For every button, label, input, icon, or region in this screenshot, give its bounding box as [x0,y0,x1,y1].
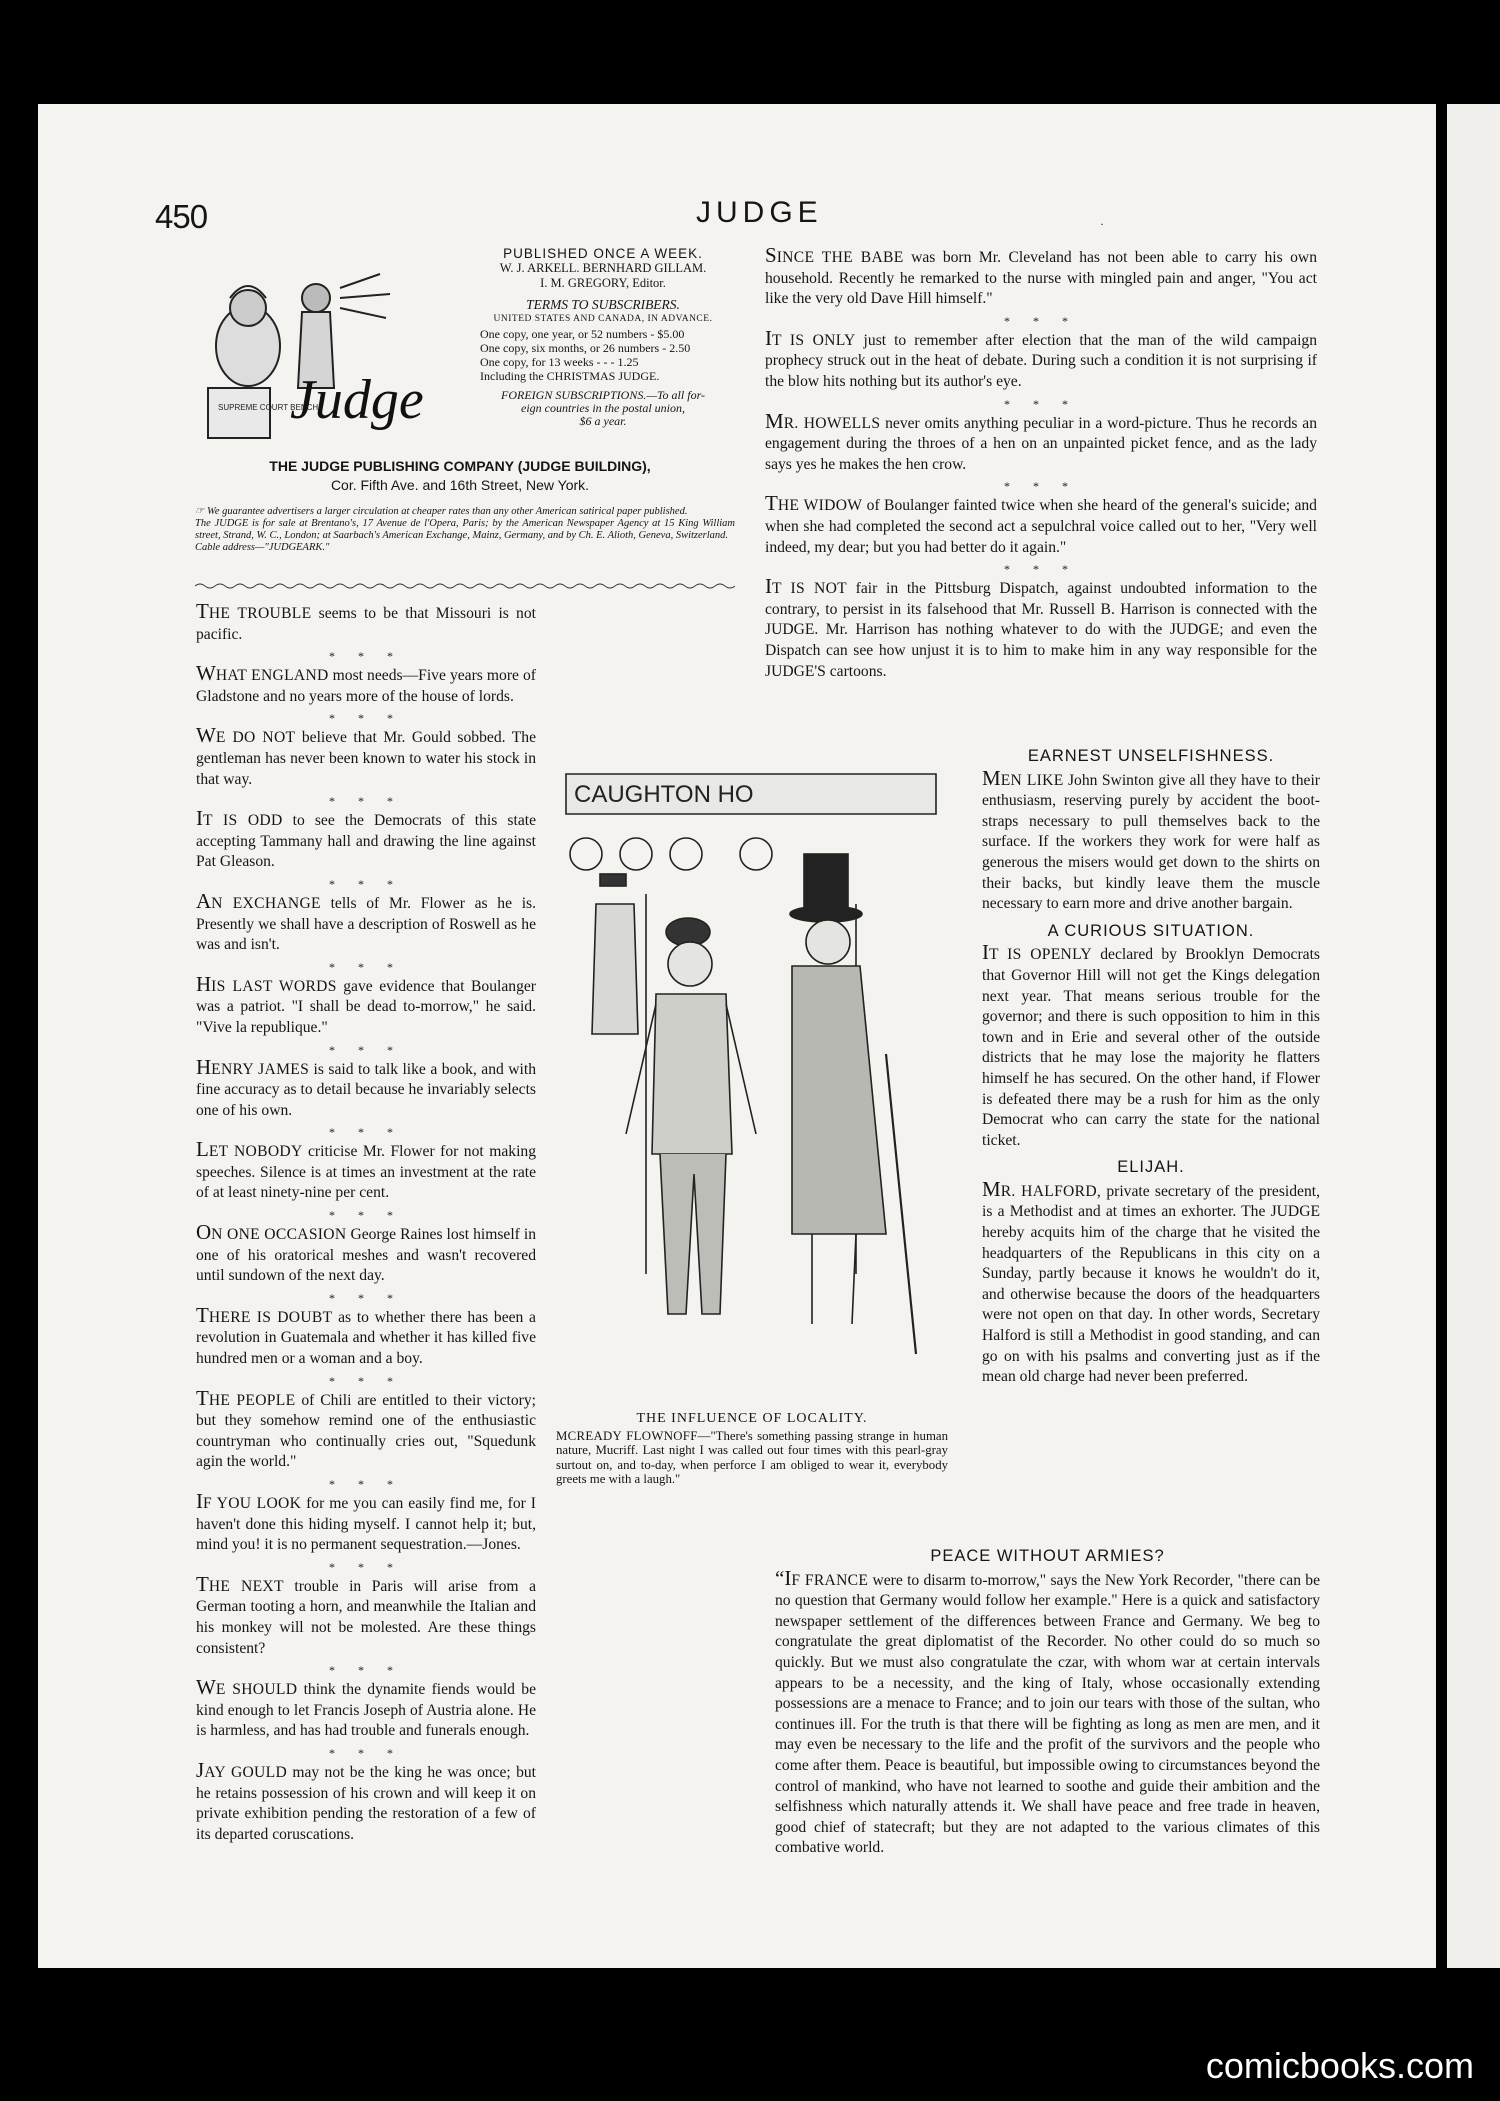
section-separator: * * * [329,711,403,726]
publisher-block [185,457,735,495]
article-paragraph [765,325,1317,393]
article-paragraph [196,1675,536,1742]
section-separator: * * * [329,959,403,974]
paragraph-text: just to remember after election that the man of the wild campaign prophecy struck out in the heat of debate. During such a condition it is not surprising if the blow hits nothing but its author's eye. [765,331,1317,390]
article-paragraph [765,574,1317,682]
paragraph-text: criticise Mr. Flower for not making speeches. Silence is at times an investment at the rate of at least ninety-nine per cent. [196,1143,537,1202]
drop-cap: T [196,1302,209,1327]
paragraph-text: George Raines lost himself in one of his oratorical meshes and wasn't recovered until sundown of the next day. [196,1226,536,1285]
paragraph-text: think the dynamite fiends would be kind enough to let Francis Joseph of Austria alone. He is harmless, and has had trouble and funerals enough. [196,1681,536,1740]
lead-words: AY GOULD [204,1763,288,1781]
section-heading: EARNEST UNSELFISHNESS. [1027,747,1275,765]
article-paragraph [196,888,537,956]
drop-cap: I [765,325,772,350]
drop-cap: I [196,1489,203,1513]
lead-words: ET NOBODY [208,1143,303,1161]
drop-cap: W [196,1675,216,1700]
drop-cap: M [982,765,1001,790]
lead-words: F YOU LOOK [203,1495,302,1512]
section-separator: * * * [329,1125,403,1140]
drop-cap: S [765,243,777,267]
watermark: comicbooks.com [1205,2045,1474,2086]
article-paragraph [196,723,536,790]
article-paragraph [196,1137,537,1204]
paragraph-text: trouble in Paris will arise from a German tooting a horn, and meanwhile the Italian and his monkey will not be molested. Are these things consistent? [196,1577,536,1657]
drop-cap: M [982,1176,1001,1201]
illustration-influence-of-locality [556,754,948,1408]
article-paragraph [196,1757,536,1845]
page-number: 450 [155,198,208,235]
section-separator: * * * [1004,479,1078,494]
article-paragraph [196,1571,536,1659]
section-separator: * * * [329,1663,403,1678]
lead-words: R. HOWELLS [783,414,881,432]
drop-cap: I [196,806,203,831]
guarantee-notice [195,506,735,554]
guarantee-line: ☞ We guarantee advertisers a larger circulation at cheaper rates than any other American satirical paper published. [195,506,688,517]
lead-words: T IS OPENLY [989,946,1092,964]
lead-words: E SHOULD [215,1681,298,1699]
article-paragraph [196,661,536,707]
drop-cap: M [765,408,784,433]
paragraph-text: as to whether there has been a revolution in Guatemala and whether it has killed five hundred men or a woman and a boy. [196,1308,536,1368]
paragraph-text: seems to be that Missouri is not pacific. [196,605,536,643]
lead-words: F FRANCE [791,1571,869,1589]
article-paragraph [196,1054,536,1122]
paragraph-text: may not be the king he was once; but he retains possession of his crown and will keep it on private exhibition pending the restoration of a few of its departed coruscations. [196,1763,536,1843]
lead-words: R. HALFORD, [1000,1182,1102,1200]
published-line: PUBLISHED ONCE A WEEK. [503,246,703,261]
drop-cap: W [196,661,216,686]
article-paragraph [982,940,1320,1151]
section-separator: * * * [329,1559,403,1574]
foreign-line: $6 a year. [579,414,627,428]
article-paragraph [765,243,1317,310]
article-paragraph [775,1565,1321,1859]
paragraph-text: is said to talk like a book, and with fine accuracy as to detail because he invariably selects one of his own. [196,1060,536,1119]
paragraph-text: were to disarm to-morrow," says the New York Recorder, "there can be no question that Germany would follow her example." Here is a quick and satisfactory newspaper settlement of the differences between France and Germany. We beg to congratulate the great diplomatist of the Recorder. No other could do so much so quickly. But we must also congratulate the czar, with whom war at certain intervals appears to be a necessity, and the king of Italy, whose occasionally extending possessions are a menace to France; and to join our tears with those of the sultan, who continues ill. For the truth is that there will be fighting as long as men are men, and it may even be necessary to the life and the profit of the survivors and the people who come after them. Peace is beautiful, but impossible owing to circumstances beyond the control of mankind, who have not learned to soothe and guide their ambition and the selfishness which naturally attends it. We shall have peace and free trade in heaven, good chief of statecraft; but they are not adapted to the various climates of this combative world. [775,1571,1321,1857]
paragraph-text: of Boulanger fainted twice when she heard of the general's suicide; and when she had completed the second act a sepulchral voice called out to her, "Very well indeed, my dear; but you had better do it again." [765,497,1317,556]
lead-words: T IS NOT [772,580,847,598]
caption-speaker: MCREADY FLOWNOFF [556,1428,698,1443]
lead-words: E DO NOT [215,729,296,747]
paragraph-text: gave evidence that Boulanger was a patriot. "I shall be dead to-morrow," he said. "Vive la republique." [196,977,536,1036]
right-top-column [765,243,1317,686]
logo-script: Judge [290,369,424,431]
article-paragraph [196,599,536,645]
lead-words: N EXCHANGE [211,894,321,912]
section-separator: * * * [329,1208,403,1223]
lead-words: HE WIDOW [777,497,863,515]
paragraph-text: never omits anything peculiar in a word-picture. Thus he records an engagement during the throes of a hen on an unpainted picket fence, and as the lady says yes he makes the hen crow. [765,414,1317,473]
terms-sub: UNITED STATES AND CANADA, IN ADVANCE. [493,314,713,324]
judge-logo [190,268,470,454]
cable-line: Cable address—"JUDGEARK." [195,542,330,553]
article-paragraph [196,806,536,873]
paragraph-text: declared by Brooklyn Democrats that Governor Hill will not get the Kings delegation next year. That means serious trouble for the governor; and there is such opposition to him in this town and in Erie and several other of the outside districts that he may lose the majority he flatters himself he has secured. On the other hand, if Flower is defeated there may be a rush for him as the only Democrat who can carry the state for the national ticket. [982,946,1320,1149]
rate-line: One copy, one year, or 52 numbers - $5.00 [480,327,685,341]
foreign-line: eign countries in the postal union, [521,401,685,415]
lead-words: HE PEOPLE [208,1391,296,1409]
lead-words: N ONE OCCASION [211,1226,347,1244]
printer-mark: · [1100,217,1104,231]
paragraph-text: believe that Mr. Gould sobbed. The gentleman has never been known to water his stock in that way. [196,729,536,788]
lead-words: HAT ENGLAND [215,667,329,685]
drop-cap: J [196,1757,205,1782]
drop-cap: T [196,599,209,623]
publication-info [472,246,734,428]
paragraph-text: for me you can easily find me, for I haven't done this hiding myself. I cannot help it; but, mind you! it is no permanent sequestration.—Jones. [196,1495,536,1554]
drop-cap: H [196,971,212,996]
section-separator: * * * [329,1042,403,1057]
section-separator: * * * [329,794,403,809]
article-paragraph [765,491,1317,558]
article-paragraph [196,1385,537,1473]
paragraph-text: private secretary of the president, is a Methodist and at times an exhorter. The JUDGE hereby acquits him of the charge that he visited the headquarters of the Republicans in this city on a Sunday, partly because it knows he wouldn't do it, and otherwise because the doors of the headquarters were not open on that day. In other words, Secretary Halford is still a Methodist in good standing, and can go on with his psalms and converting just as if the mean old charge had never been preferred. [982,1182,1321,1386]
paragraph-text: tells of Mr. Flower as he is. Presently we shall have a description of Roswell as he was and isn't. [196,894,537,954]
section-separator: * * * [1004,562,1078,577]
drop-cap: A [196,888,212,913]
drop-cap: T [196,1385,209,1410]
terms-title: TERMS TO SUBSCRIBERS. [526,297,680,312]
foreign-line: FOREIGN SUBSCRIPTIONS.—To all for- [501,388,705,402]
section-heading: A CURIOUS SITUATION. [1047,921,1255,940]
staff-line: W. J. ARKELL. BERNHARD GILLAM. [499,261,707,275]
lead-words: EN LIKE [1000,771,1064,789]
section-separator: * * * [1004,313,1078,328]
facing-page-edge [1447,104,1500,1968]
lead-words: ENRY JAMES [211,1060,310,1078]
paragraph-text: to see the Democrats of this state accepting Tammany hall and drawing the line against Pat Gleason. [196,812,536,871]
caption-title: THE INFLUENCE OF LOCALITY. [636,1411,868,1426]
article-paragraph [982,1176,1321,1388]
article-paragraph [196,1220,536,1287]
paragraph-text: was born Mr. Cleveland has not been able to carry his own household. Recently he remarked to the nurse with mingled pain and anger, "You act like the very old Dave Hill himself." [765,249,1317,308]
right-narrow-column [982,740,1320,1392]
editor-line: I. M. GREGORY, Editor. [540,276,666,290]
drop-cap: I [982,940,989,965]
paragraph-text: of Chili are entitled to their victory; but they somehow remind one of the enthusiastic countryman who continually cries out, "Squedunk agin the world." [196,1391,537,1471]
section-separator: * * * [329,1290,403,1305]
rate-line: One copy, for 13 weeks - - - 1.25 [480,355,639,369]
section-heading: ELIJAH. [1117,1158,1185,1177]
hotel-sign: CAUGHTON HO [574,781,754,808]
drop-cap: T [765,491,778,516]
drop-cap: H [196,1054,212,1079]
article-paragraph [196,971,536,1039]
lead-words: T IS ODD [203,812,283,830]
rate-line: Including the CHRISTMAS JUDGE. [480,369,660,383]
lead-words: HERE IS DOUBT [208,1308,333,1326]
peace-column [775,1540,1320,1863]
paragraph-text: fair in the Pittsburg Dispatch, against undoubted information to the contrary, to persist in its falsehood that Mr. Russell B. Harrison is connected with the JUDGE. Mr. Harrison has nothing whatever to do with the JUDGE; and even the Dispatch can see how unjust it is to him to make him in any way responsible for the JUDGE'S cartoons. [765,580,1317,680]
section-heading: PEACE WITHOUT ARMIES? [930,1547,1165,1565]
article-paragraph [982,765,1320,915]
paragraph-text: most needs—Five years more of Gladstone and no years more of the house of lords. [196,667,536,705]
lead-words: HE TROUBLE [208,605,312,622]
lead-words: IS LAST WORDS [211,977,337,995]
wavy-rule [195,582,735,590]
article-paragraph [196,1489,536,1556]
lead-words: HE NEXT [208,1577,284,1595]
section-separator: * * * [329,1477,403,1491]
article-paragraph [765,408,1317,476]
lead-words: INCE THE BABE [776,249,904,266]
company-address: Cor. Fifth Ave. and 16th Street, New York. [330,477,590,493]
section-separator: * * * [329,876,403,891]
bench-label: SUPREME COURT BENCH [218,403,319,412]
section-separator: * * * [329,649,403,664]
drop-cap: I [765,574,772,599]
drop-cap: T [196,1571,209,1596]
caption-text: —"There's something passing strange in human nature, Mucriff. Last night I was called out four times with this pearl-gray surtout on, and to-day, when perforce I am obliged to wear it, everybody greets me with a laugh." [556,1428,948,1486]
section-separator: * * * [1004,396,1078,411]
masthead: JUDGE [696,196,823,229]
drop-cap: O [196,1220,212,1245]
rate-line: One copy, six months, or 26 numbers - 2.50 [480,341,691,355]
company-name: THE JUDGE PUBLISHING COMPANY (JUDGE BUILDING), [269,458,651,474]
illustration-caption [556,1412,948,1487]
section-separator: * * * [329,1373,403,1388]
drop-cap: L [196,1137,209,1162]
paragraph-text: John Swinton give all they have to their enthusiasm, reserving purely by accident the boot-straps necessary to pull themselves back to the surface. If the workers they work for were half as generous the misers would get down to the shirts on their backs, but kindly leave them the muscle necessary to earn more and drive another bargain. [982,771,1320,913]
drop-cap: “I [775,1565,792,1590]
section-separator: * * * [329,1745,403,1760]
lead-words: T IS ONLY [772,331,856,349]
drop-cap: W [196,723,216,748]
left-column [196,599,537,1849]
article-paragraph [196,1302,536,1370]
agency-line: The JUDGE is for sale at Brentano's, 17 Avenue de l'Opera, Paris; by the American Newspaper Agency at 15 King William street, Strand, W. C., London; at Saarbach's American Exchange, Mainz, Germany, and by Ch. E. Alioth, Geneva, Switzerland. [195,518,735,541]
